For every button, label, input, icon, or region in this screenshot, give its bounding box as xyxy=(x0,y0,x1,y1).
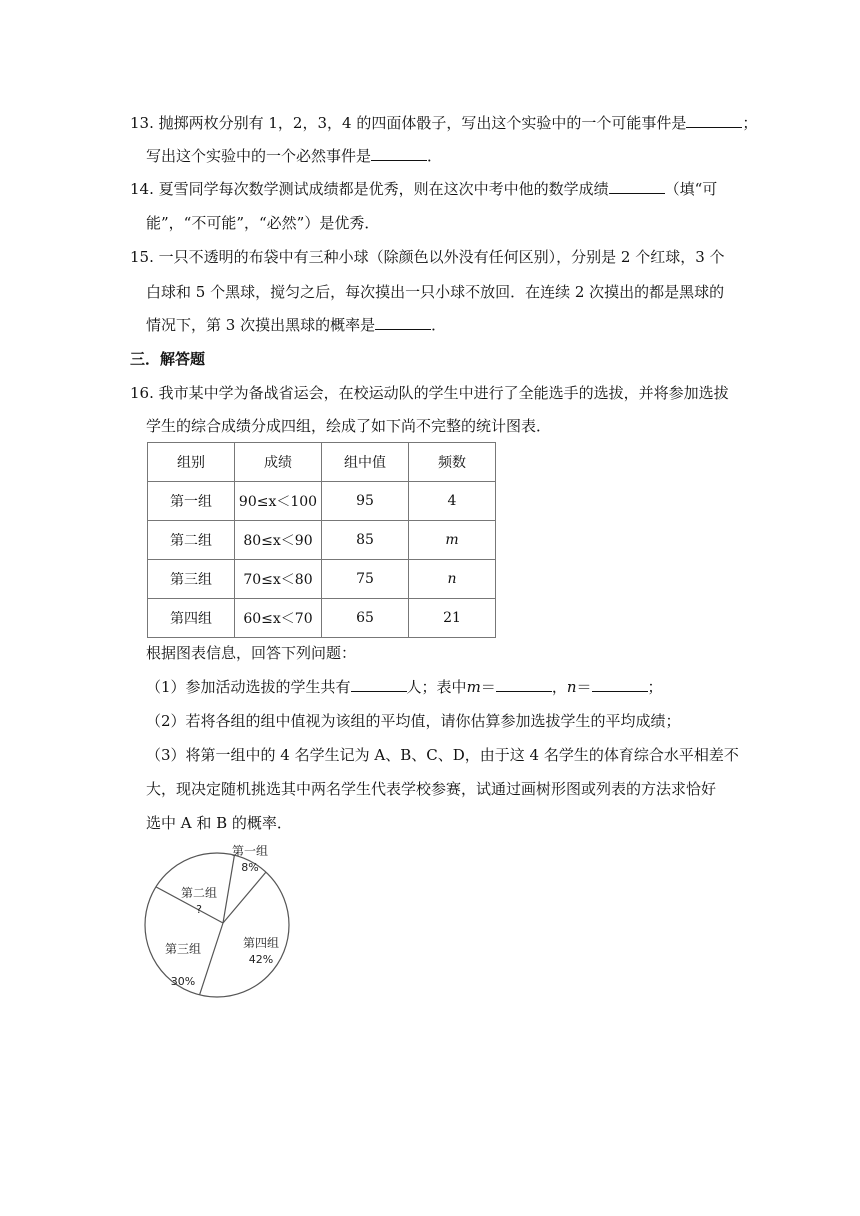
q16-prompt: 根据图表信息，回答下列问题： xyxy=(146,644,357,662)
pie-slice-value: ? xyxy=(196,903,202,916)
pie-circle xyxy=(145,853,289,997)
table-cell: 第一组 xyxy=(148,482,235,521)
frequency-table xyxy=(147,442,496,638)
table-header-row xyxy=(148,443,496,482)
q15-blank[interactable] xyxy=(375,315,431,330)
table-cell: 4 xyxy=(409,482,496,521)
q13-punct: ； xyxy=(742,114,758,132)
pie-slice-value: 30% xyxy=(170,975,196,988)
q16-part2: （2）若将各组的组中值视为该组的平均值，请你估算参加选拔学生的平均成绩； xyxy=(146,712,681,730)
table-header: 频数 xyxy=(409,443,496,482)
q14-text: 14. 夏雪同学每次数学测试成绩都是优秀，则在这次中考中他的数学成绩 xyxy=(130,180,609,198)
table-cell: 第二组 xyxy=(148,521,235,560)
q14-line1 xyxy=(130,178,717,200)
q13-line2 xyxy=(146,145,442,167)
q16-part3-line1: （3）将第一组中的 4 名学生记为 A、B、C、D，由于这 4 名学生的体育综合水平相差不 xyxy=(146,746,739,764)
table-row xyxy=(148,599,496,638)
table-cell: 70≤x＜80 xyxy=(235,560,322,599)
q15-line2: 白球和 5 个黑球，搅匀之后，每次摸出一只小球不放回．在连续 2 次摸出的都是黑球的 xyxy=(146,283,725,301)
table-row xyxy=(148,560,496,599)
q15-line1: 15. 一只不透明的布袋中有三种小球（除颜色以外没有任何区别），分别是 2 个红球，3 个 xyxy=(130,248,725,266)
q14-blank[interactable] xyxy=(609,179,665,194)
q13-blank2[interactable] xyxy=(371,146,427,161)
pie-slice-label: 第四组 xyxy=(242,936,280,950)
table-cell: 85 xyxy=(322,521,409,560)
table-header: 组别 xyxy=(148,443,235,482)
table-cell: 第三组 xyxy=(148,560,235,599)
table-header: 组中值 xyxy=(322,443,409,482)
pie-slice-label: 第一组 xyxy=(231,844,269,858)
q14-text-b: （填“可 xyxy=(664,180,718,198)
pie-chart xyxy=(135,835,315,1015)
q13-punct2: ． xyxy=(427,147,443,165)
q13-text: 13. 抛掷两枚分别有 1，2，3，4 的四面体骰子，写出这个实验中的一个可能事件是 xyxy=(130,114,687,132)
section-title: 三．解答题 xyxy=(130,350,206,368)
q16-part3-line2: 大，现决定随机挑选其中两名学生代表学校参赛，试通过画树形图或列表的方法求恰好 xyxy=(146,780,717,798)
q16-line1: 16. 我市某中学为备战省运会，在校运动队的学生中进行了全能选手的选拔，并将参加选拔 xyxy=(130,384,729,402)
table-cell: 95 xyxy=(322,482,409,521)
q13-blank1[interactable] xyxy=(686,113,742,128)
q16-line2: 学生的综合成绩分成四组，绘成了如下尚不完整的统计图表． xyxy=(146,417,552,435)
table-row xyxy=(148,482,496,521)
part1-blank-total[interactable] xyxy=(351,677,407,692)
part1-blank-m[interactable] xyxy=(496,677,552,692)
part1-comma: ， xyxy=(551,678,567,696)
pie-slice-value: 8% xyxy=(241,861,259,874)
part1-semicolon: ； xyxy=(647,678,663,696)
table-header: 成绩 xyxy=(235,443,322,482)
table-row xyxy=(148,521,496,560)
table-cell: m xyxy=(409,521,496,560)
table-cell: n xyxy=(409,560,496,599)
table-cell: 75 xyxy=(322,560,409,599)
part1-text: （1）参加活动选拔的学生共有 xyxy=(146,678,351,696)
part1-eq: ＝ xyxy=(480,678,496,696)
table-cell: 90≤x＜100 xyxy=(235,482,322,521)
pie-slice-label: 第二组 xyxy=(180,886,218,900)
var-n: n xyxy=(566,678,577,696)
part1-blank-n[interactable] xyxy=(592,677,648,692)
q15-punct: ． xyxy=(431,316,447,334)
pie-slice-label: 第三组 xyxy=(164,942,202,956)
q13-line1 xyxy=(130,112,757,134)
q13-text2: 写出这个实验中的一个必然事件是 xyxy=(146,147,372,165)
table-cell: 80≤x＜90 xyxy=(235,521,322,560)
q16-part1 xyxy=(146,676,663,698)
table-cell: 21 xyxy=(409,599,496,638)
q14-line2: 能”，“不可能”，“必然”）是优秀． xyxy=(146,214,380,232)
part1-text-b: 人；表中 xyxy=(406,678,467,696)
table-cell: 60≤x＜70 xyxy=(235,599,322,638)
q16-part3-line3: 选中 A 和 B 的概率． xyxy=(146,814,292,832)
pie-slice-value: 42% xyxy=(248,953,274,966)
var-m: m xyxy=(466,678,481,696)
q15-line3 xyxy=(146,314,446,336)
part1-eq2: ＝ xyxy=(576,678,592,696)
table-cell: 第四组 xyxy=(148,599,235,638)
q15-text3: 情况下，第 3 次摸出黑球的概率是 xyxy=(146,316,376,334)
table-cell: 65 xyxy=(322,599,409,638)
